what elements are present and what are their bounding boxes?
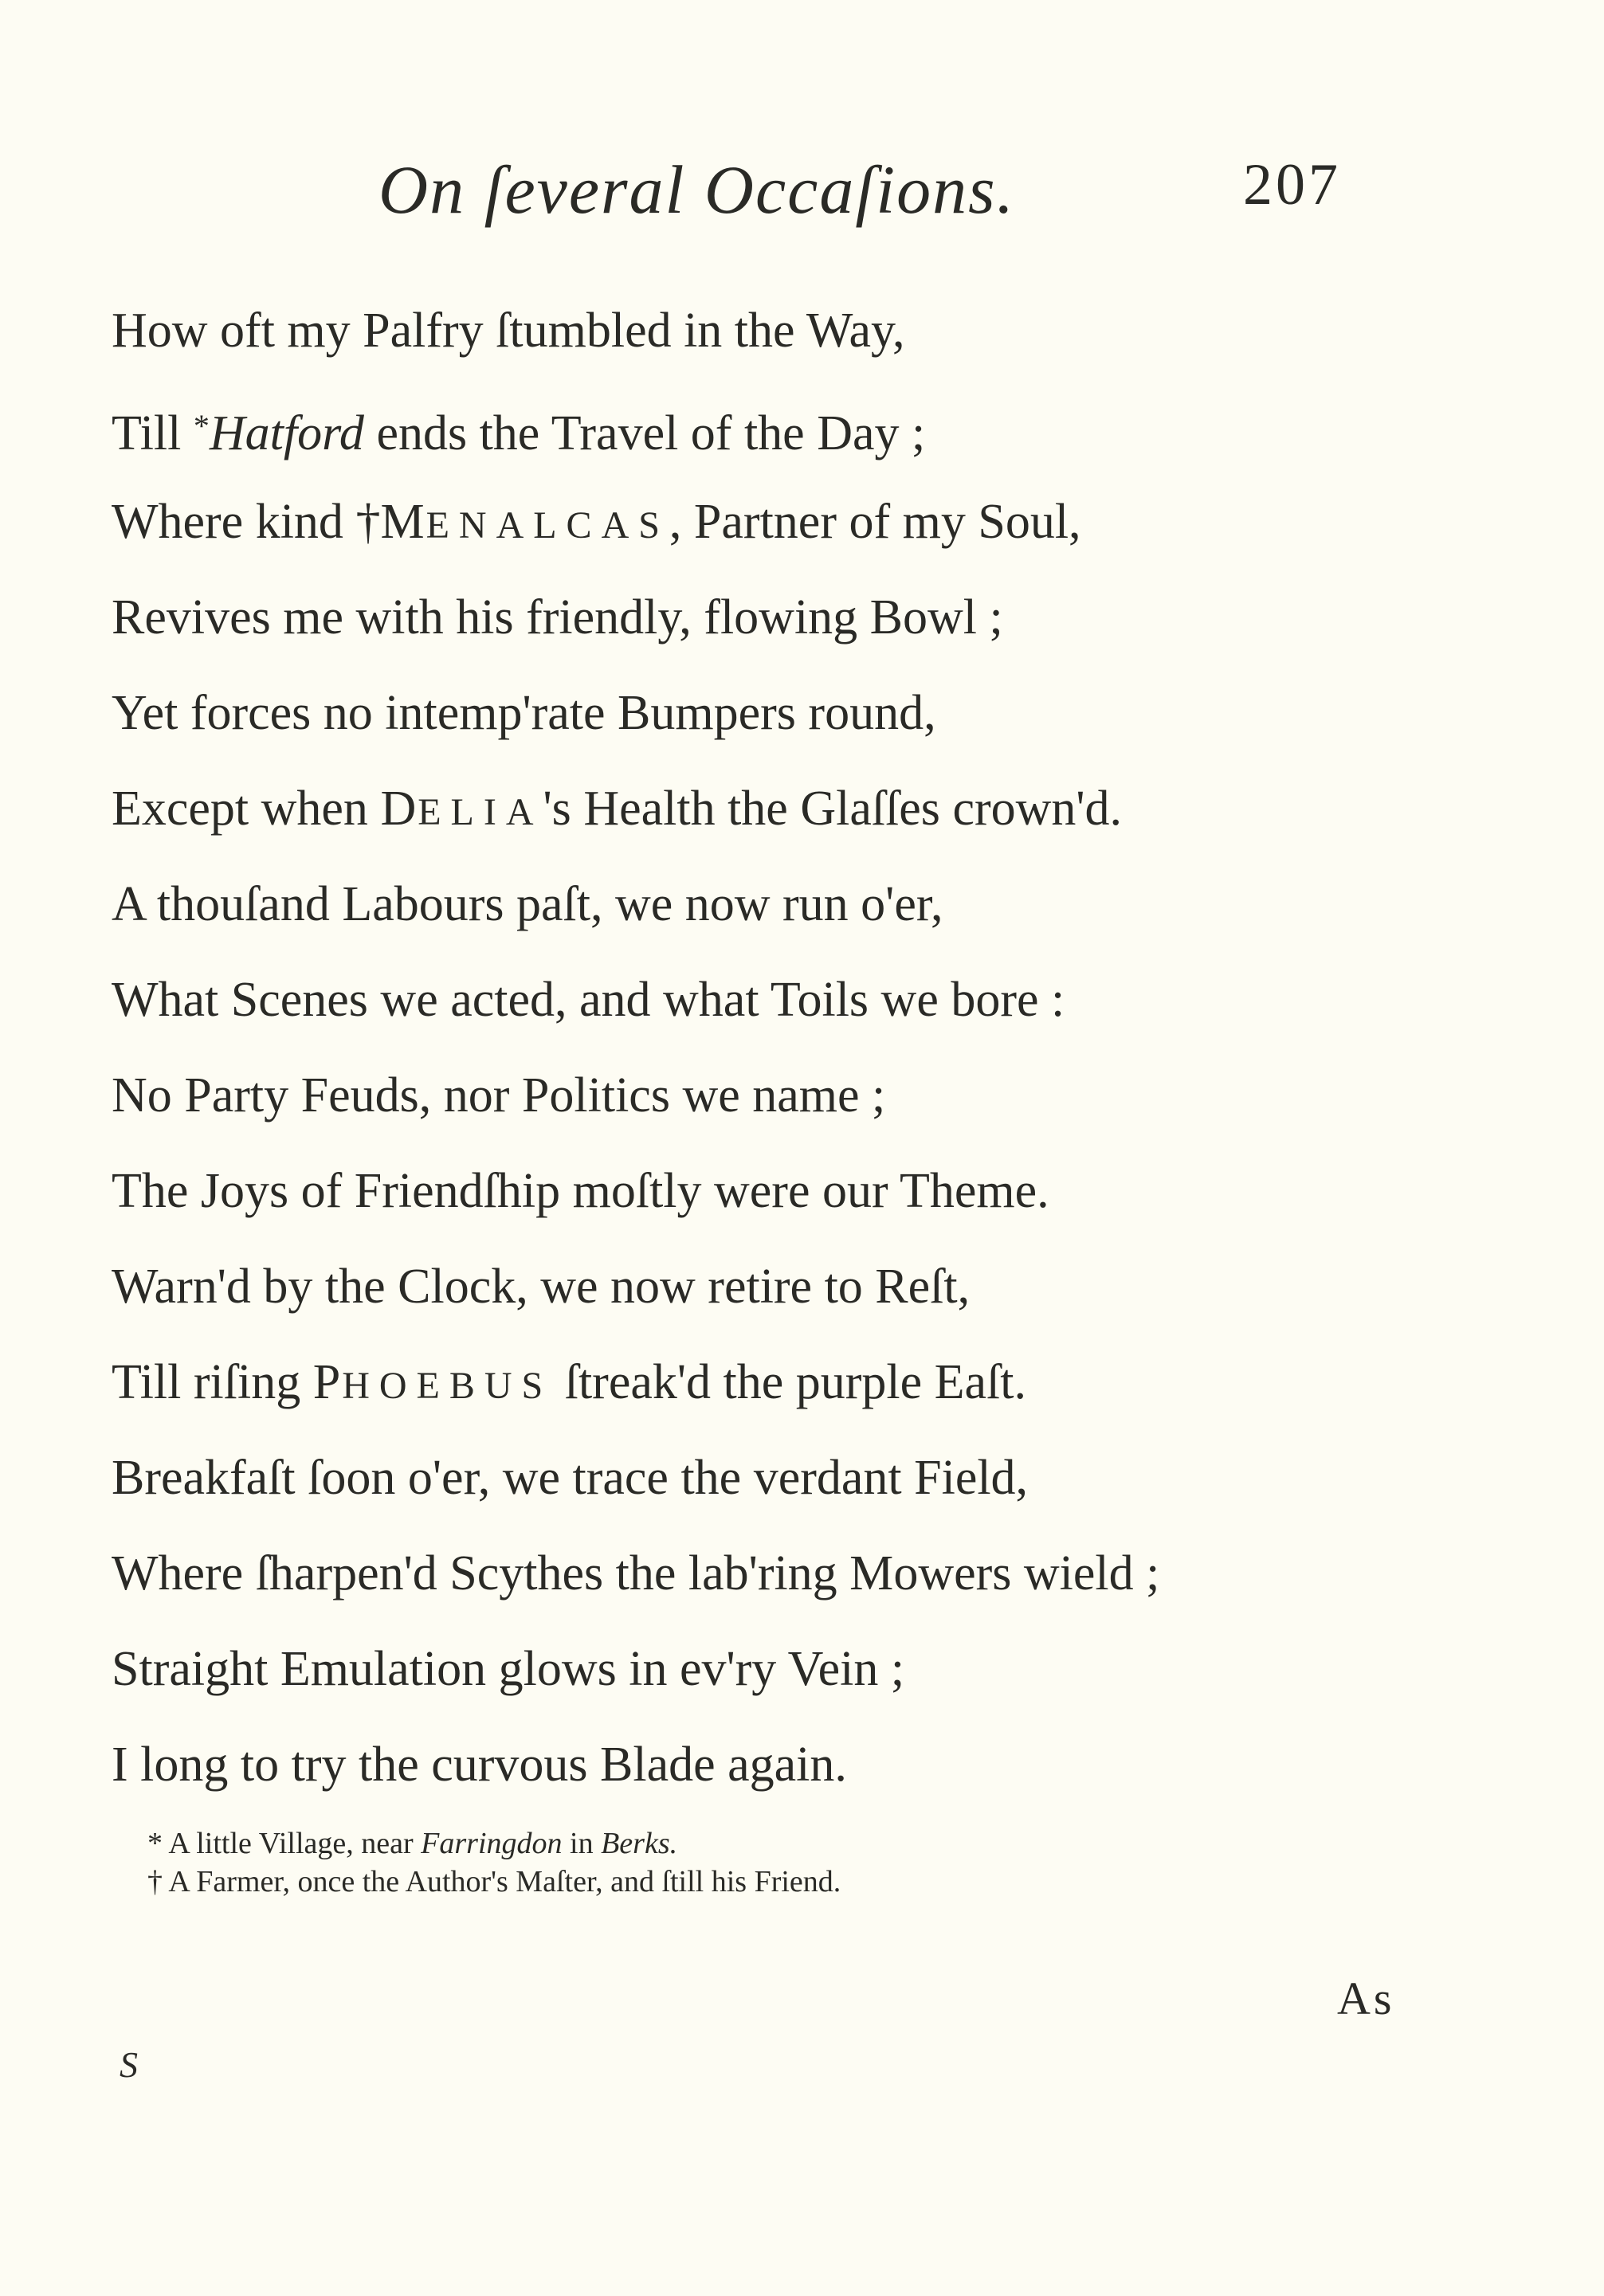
- verse-line: [112, 1334, 1514, 1430]
- verse-text: ſtreak'd the purple Eaſt.: [552, 1355, 1027, 1409]
- running-title: On ſeveral Occaſions.: [378, 151, 1016, 228]
- verse-text: 's Health the Glaſſes crown'd.: [543, 782, 1123, 836]
- signature-mark: S: [120, 2044, 138, 2085]
- verse-line: [112, 665, 1514, 761]
- verse-text: Warn'd by the Clock, we now retire to Reſt,: [112, 1260, 971, 1314]
- verse-text: ends the Travel of the Day ;: [363, 406, 926, 460]
- running-head: [0, 150, 1604, 237]
- footnote: [147, 1824, 1502, 1863]
- verse-text: P: [312, 1355, 343, 1409]
- verse-line: [112, 856, 1514, 952]
- footnote-mark: *: [147, 1827, 163, 1860]
- verse-line: [112, 1526, 1514, 1621]
- verse-line: [112, 761, 1514, 856]
- verse-text: M: [380, 495, 426, 549]
- verse-text: , Partner of my Soul,: [669, 495, 1081, 549]
- verse-text: How oft my Palfry ſtumbled in the Way,: [112, 304, 905, 358]
- page-number: 207: [1243, 152, 1341, 217]
- verse-text: D: [380, 782, 418, 836]
- verse-text: †: [355, 495, 381, 549]
- verse-text: Except when: [112, 782, 381, 836]
- footnotes: [147, 1824, 1502, 1901]
- verse-text: Straight Emulation glows in ev'ry Vein ;: [112, 1642, 905, 1696]
- verse-text: HOEBUS: [342, 1365, 553, 1407]
- verse-text: Where ſharpen'd Scythes the lab'ring Mowers wield ;: [112, 1546, 1160, 1601]
- verse-text: What Scenes we acted, and what Toils we bore :: [112, 973, 1065, 1027]
- footnote-mark: †: [147, 1865, 163, 1898]
- verse-line: [112, 952, 1514, 1048]
- verse-text: A thouſand Labours paſt, we now run o'er,: [112, 877, 943, 931]
- footnote-text: Berks.: [601, 1827, 678, 1860]
- verse-text: Where kind: [112, 495, 356, 549]
- verse-text: *: [193, 408, 210, 444]
- verse-text: ENALCAS: [426, 504, 669, 547]
- verse-text: I long to try the curvous Blade again.: [112, 1738, 847, 1792]
- footnote-text: in: [562, 1827, 602, 1860]
- verse-line: [112, 570, 1514, 665]
- verse-line: [112, 283, 1514, 378]
- footnote-text: A Farmer, once the Author's Maſter, and ſtill his Friend.: [163, 1865, 841, 1898]
- footnote-text: Farringdon: [421, 1827, 563, 1860]
- verse-text: No Party Feuds, nor Politics we name ;: [112, 1068, 886, 1123]
- verse-text: Revives me with his friendly, flowing Bowl ;: [112, 590, 1003, 645]
- poem-text: [112, 283, 1514, 1812]
- footnote: [147, 1863, 1502, 1901]
- verse-line: [112, 1048, 1514, 1143]
- verse-text: Breakfaſt ſoon o'er, we trace the verdant Field,: [112, 1451, 1029, 1505]
- verse-line: [112, 474, 1514, 570]
- verse-text: Till: [112, 406, 194, 460]
- footnote-text: A little Village, near: [163, 1827, 422, 1860]
- verse-line: [112, 1239, 1514, 1334]
- verse-text: Till riſing: [112, 1355, 313, 1409]
- verse-text: The Joys of Friendſhip moſtly were our Theme.: [112, 1164, 1049, 1218]
- catchword: As: [1337, 1973, 1395, 2024]
- verse-line: [112, 1717, 1514, 1812]
- verse-line: [112, 378, 1514, 474]
- verse-text: ELIA: [418, 791, 543, 833]
- verse-line: [112, 1430, 1514, 1526]
- verse-line: [112, 1621, 1514, 1717]
- verse-line: [112, 1143, 1514, 1239]
- verse-text: Yet forces no intemp'rate Bumpers round,: [112, 686, 936, 740]
- verse-text: Hatford: [209, 406, 364, 460]
